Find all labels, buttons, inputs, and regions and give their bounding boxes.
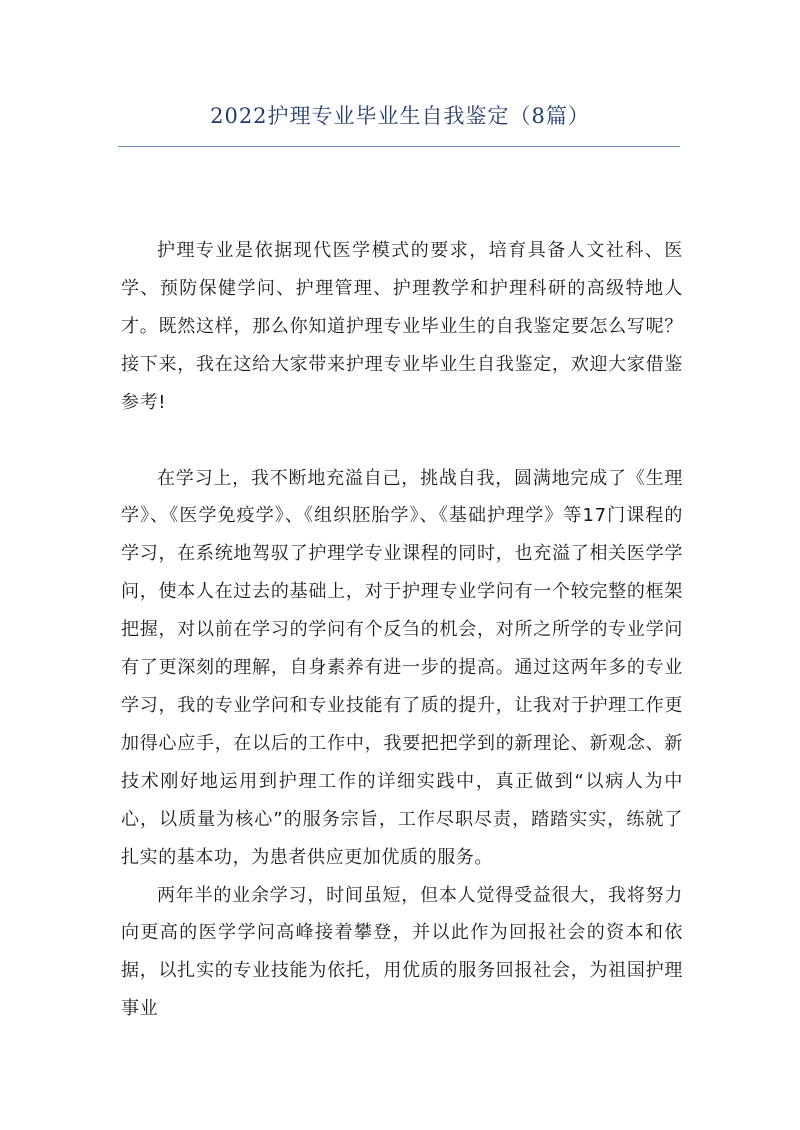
summary-paragraph: 两年半的业余学习，时间虽短，但本人觉得受益很大，我将努力向更高的医学学问高峰接着攀登，并以此作为回报社会的资本和依据，以扎实的专业技能为依托，用优质的服务回报社会，为祖国护理事业	[121, 884, 683, 1020]
document-title: 2022护理专业毕业生自我鉴定（8篇）	[210, 104, 590, 128]
document-body	[121, 232, 683, 1028]
intro-paragraph: 护理专业是依据现代医学模式的要求，培育具备人文社科、医学、预防保健学问、护理管理、护理教学和护理科研的高级特地人才。既然这样，那么你知道护理专业毕业生的自我鉴定要怎么写呢？接下来，我在这给大家带来护理专业毕业生自我鉴定，欢迎大家借鉴参考!	[121, 240, 683, 413]
title-underline	[118, 146, 680, 147]
paragraph-spacer	[121, 422, 683, 460]
study-paragraph: 在学习上，我不断地充溢自己，挑战自我，圆满地完成了《生理学》、《医学免疫学》、《组织胚胎学》、《基础护理学》等17门课程的学习，在系统地驾驭了护理学专业课程的同时，也充溢了相关医学学问，使本人在过去的基础上，对于护理专业学问有一个较完整的框架把握，对以前在学习的学问有个反刍的机会，对所之所学的专业学问有了更深刻的理解，自身素养有进一步的提高。通过这两年多的专业学习，我的专业学问和专业技能有了质的提升，让我对于护理工作更加得心应手，在以后的工作中，我要把把学到的新理论、新观念、新技术刚好地运用到护理工作的详细实践中，真正做到“以病人为中心，以质量为核心”的服务宗旨，工作尽职尽责，踏踏实实，练就了扎实的基本功，为患者供应更加优质的服务。	[121, 467, 683, 868]
